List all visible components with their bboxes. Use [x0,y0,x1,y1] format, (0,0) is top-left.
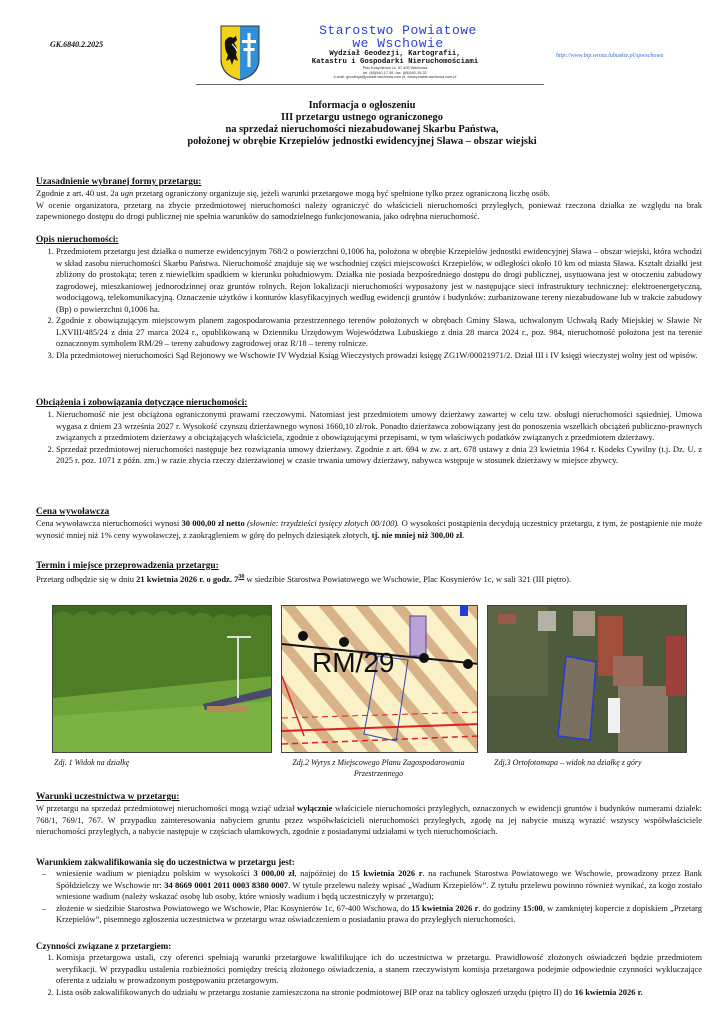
text: Lista osób zakwalifikowanych do udziału w przetargu zostanie zamieszczona na stronie podmiotowej BIP oraz na tablicy ogłoszeń urzędu (piętro II) do [56,986,575,997]
section-schedule [36,560,702,585]
list-item: 2. Zgodnie z obowiązującym miejscowym planem zagospodarowania przestrzennego terenów położonych w obrębach Gminy Sława, uchwalonym Uchwałą Rady Miejskiej w Sławie Nr LXVIII/485/24 z dnia 27 marca 2024 r., opublikowaną w Dzienniku Urzędowym Województwa Lubuskiego z dnia 28 marca 2024 r., poz. 984, nieruchomość położona jest na terenie oznaczonym symbolem RM/29 – tereny zabudowy zagrodowej oraz R/18 – tereny rolnicze. [56,315,702,350]
list-item: 1. Przedmiotem przetargu jest działka o numerze ewidencyjnym 768/2 o powierzchni 0,1006 ha, położona w obrębie Krzepielów jednostki ewidencyjnej Sława – obszar wiejski, która wchodzi w skład zasobu nieruchomości Skarbu Państwa. Nieruchomość znajduje się we wschodniej części miejscowości Krzepielów, w odległości około 10 km od miasta Sława. Kształt działki jest zbliżony do prostokąta; teren z niewielkim spadkiem w kierunku południowym. Działka nie posiada bezpośredniego dostępu do drogi publicznej, usytuowana jest w otoczeniu zabudowy zagrodowej, mieszkaniowej jednorodzinnej oraz gruntów rolnych. Rejon lokalizacji nieruchomości wyposażony jest w następujące sieci infrastruktury technicznej: elektroenergetyczną, wodociągową, telekomunikacyjną. Oznaczenie użytków i konturów klasyfikacyjnych według ewidencji gruntów i budynków: zurbanizowane tereny niezabudowane lub w trakcie zabudowy (Bp) o powierzchni 0,1006 ha. [56,246,702,315]
section-heading: Termin i miejsce przeprowadzenia przetargu: [36,561,219,571]
text: , w zamkniętej kopercie z dopiskiem „Przetarg Krzepielów”, pisemnego zgłoszenia uczestnictwa w przetargu wraz oświadczeniem o posiadaniu prawa do przyległych nieruchomości. [56,902,702,924]
coat-of-arms-logo [220,25,260,81]
paragraph [36,188,702,200]
text: Cena wywoławcza nieruchomości wynosi [36,518,182,528]
text: wniesienie wadium w pieniądzu polskim w wysokości [56,868,254,878]
paragraph [36,572,702,585]
text: w siedzibie Starostwa Powiatowego we Wschowie, Plac Kosynierów 1c, w sali 321 (III piętro). [244,573,572,584]
title-line3: na sprzedaż nieruchomości niezabudowanej Skarbu Państwa, [225,124,499,135]
department-line1: Wydział Geodezji, Kartografii, [329,50,461,58]
office-phone: tel. (65)540-17-95, fax. (65)540-19-32 [363,70,427,75]
text: . na rachunek Starostwa Powiatowego we Wschowie, prowadzony przez Bank Spółdzielczy we Wschowie nr: [56,868,702,890]
office-contact [290,66,500,80]
list-item [56,987,702,999]
text-italic: ugn [120,188,134,198]
header-divider [196,84,544,85]
photo-zoning-plan-map [281,605,478,753]
office-email-www: e-mail: geodezja@powiat.wschowa.com.pl, www.powiat.wschowa.com.pl [333,75,457,80]
activities-list [36,952,702,998]
section-encumbrances [36,397,702,467]
text: Przetarg odbędzie się w dniu [36,573,137,584]
title-line2: III przetargu ustnego ograniczonego [281,112,443,123]
list-item: 1. Nieruchomość nie jest obciążona ograniczonymi prawami rzeczowymi. Natomiast jest przedmiotem umowy dzierżawy zawartej w celu tzw. obsługi nieruchomości sąsiedniej. Umowa wygasa z dniem 23 września 2027 r. Wysokość czynszu dzierżawnego wynosi 1660,10 zł/rok. Ponadto dzierżawca zobowiązany jest do ponoszenia wszelkich obciążeń publiczno-prawnych związanych z przedmiotem dzierżawy a obciążających właściciela, zgodnie z obowiązującymi przepisami, w tym właściwych podatków związanych z przedmiotem dzierżawy. [56,409,702,444]
text: Zgodnie z art. 40 ust. 2a [36,188,121,198]
zoning-symbol-label: RM/29 [312,647,395,678]
text-bold: wyłącznie [297,803,333,813]
auction-date: 21 kwietnia 2026 r. o godz. 7 [136,573,239,584]
price-amount: 30 000,00 zł netto [181,518,245,528]
section-justification [36,176,702,223]
description-list [36,246,702,361]
paragraph [36,518,702,541]
photo-plot-view [52,605,272,753]
text: . do godziny [478,902,523,913]
document-title [60,100,664,148]
section-description [36,234,702,361]
section-heading: Opis nieruchomości: [36,235,119,245]
deposit-deadline: 15 kwietnia 2026 r [351,868,423,878]
encumbrances-list [36,409,702,467]
auction-time-minutes: 30 [238,574,245,580]
bank-account-number: 34 8669 0001 2011 0003 8380 0007 [164,879,289,890]
photo-orthophoto-map [487,605,687,753]
section-heading: Obciążenia i zobowiązania dotyczące nieruchomości: [36,398,248,408]
bip-link[interactable]: http://www.bip.wrota.lubuskie.pl/spwschowa [556,53,664,59]
section-heading: Warunkiem zakwalifikowania się do uczestnictwa w przetargu jest: [36,857,295,867]
office-address: Plac Kosynierów 1c, 67-400 Wschowa [362,66,428,70]
qualified-list-date: 16 kwietnia 2026 r. [574,986,643,997]
section-heading: Uzasadnienie wybranej formy przetargu: [36,177,202,187]
list-item: 3. Dla przedmiotowej nieruchomości Sąd Rejonowy we Wschowie IV Wydział Ksiąg Wieczystych prowadzi księgę ZG1W/00021971/2. Dział III i IV księgi wieczystej wolny jest od wpisów. [56,350,702,362]
text: . W tytule przelewu należy wpisać „Wadium Krzepielów”. Z tytułu przelewu powinno również wynikać, za kogo zostało wniesione wadium (należy wskazać osobę lub osoby, które wniosły wadium i będą uczestniczyły w przetargu); [56,879,703,901]
photo-caption-2: Zdj.2 Wyrys z Miejscowego Planu Zagospodarowania Przestrzennego [292,758,465,778]
text: przetarg ograniczony organizuje się, jeżeli warunki przetargowe mogą być spełnione tylko przez ograniczoną liczbę osób. [133,188,550,198]
list-item [56,903,702,926]
document-reference-number: GK.6840.2.2025 [50,40,104,49]
application-deadline-time: 15:00 [522,902,543,913]
list-item [56,868,702,903]
text: właściciele nieruchomości przyległych, oznaczonych w ewidencji gruntów i budynków numerami działek: 768/1, 769/1, 767. W przypadku zainteresowania nabyciem gruntu przez współwłaścicieli nieruchomości przyległych, zgodę na jej nabycie muszą wyrazić wszyscy współwłaściciele nieruchomości przyległych, a nabycie następuje w częściach ułamkowych, zgodnie z posiadanymi udziałami w tych nieruchomościach. [36,803,702,836]
section-heading: Cena wywoławcza [36,507,110,517]
section-participation-conditions [36,791,702,838]
deposit-amount: 3 000,00 zł [253,868,295,878]
text: O wysokości postąpienia decydują uczestnicy przetargu, z tym, że postąpienie nie może wynosić mniej niż 1% ceny wywoławczej, z zaokrągleniem w górę do pełnych dziesiątek złotych, [36,518,702,540]
paragraph: W ocenie organizatora, przetarg na zbycie przedmiotowej nieruchomości należy ograniczyć do właścicieli nieruchomości przyległych, ponieważ rzeczona działka ze względu na brak zapewnionego dostępu do drogi publicznej nie spełnia warunków do samodzielnego funkcjonowania, jako odrębna nieruchomość. [36,199,702,221]
department-name [290,50,500,66]
title-line1: Informacja o ogłoszeniu [308,100,416,111]
list-item: 2. Sprzedaż przedmiotowej nieruchomości następuje bez rozwiązania umowy dzierżawy. Zgodnie z art. 694 w zw. z art. 678 ustawy z dnia 23 kwietnia 1964 r. Kodeks Cywilny (t.j. Dz. U. z 2025 r. poz. 1071 z późn. zm.) w razie zbycia rzeczy dzierżawionej w czasie trwania umowy dzierżawy, nabywca wstępuje w stosunek dzierżawy w miejsce zbywcy. [56,444,702,467]
list-item: 1. Komisja przetargowa ustali, czy oferenci spełniają warunki przetargowe kwalifikujące ich do uczestnictwa w przetargu. Prawidłowość złożonych oświadczeń będzie przedmiotem weryfikacji. W przypadku ustalenia rozbieżności pomiędzy treścią złożonego oświadczenia, a stanem rzeczywistym komisja przetargowa podejmie odpowiednie czynności wykluczające oferenta z udziału w prowadzonym postępowaniu przetargowym. [56,952,702,987]
text: W przetargu na sprzedaż przedmiotowej nieruchomości mogą wziąć udział [36,803,297,813]
text: . [462,529,465,540]
section-qualification [36,857,702,926]
application-deadline: 15 kwietnia 2026 r [411,902,479,913]
department-line2: Katastru i Gospodarki Nieruchomościami [311,58,479,66]
office-name-line1: Starostwo Powiatowe [319,23,477,38]
title-line4: położonej w obrębie Krzepielów jednostki ewidencyjnej Sława – obszar wiejski [187,136,537,147]
text: , najpóźniej do [294,868,352,878]
paragraph [36,803,702,838]
photo-caption-1: Zdj. 1 Widok na działkę [54,758,130,767]
minimum-increment: tj. nie mniej niż 300,00 zł [371,529,463,540]
qualification-list [36,868,702,926]
office-name [298,24,498,50]
section-auction-activities [36,941,702,998]
price-in-words: (słownie: trzydzieści tysięcy złotych 00/100). [244,518,400,528]
office-name-line2: we Wschowie [352,36,444,51]
photo-caption-3: Zdj.3 Ortofotomapa – widok na działkę z góry [494,758,642,767]
section-price [36,506,702,541]
section-heading: Czynności związane z przetargiem: [36,941,172,951]
section-heading: Warunki uczestnictwa w przetargu: [36,792,180,802]
text: złożenie w siedzibie Starostwa Powiatowego we Wschowie, Plac Kosynierów 1c, 67-400 Wschowa, do [56,902,412,913]
